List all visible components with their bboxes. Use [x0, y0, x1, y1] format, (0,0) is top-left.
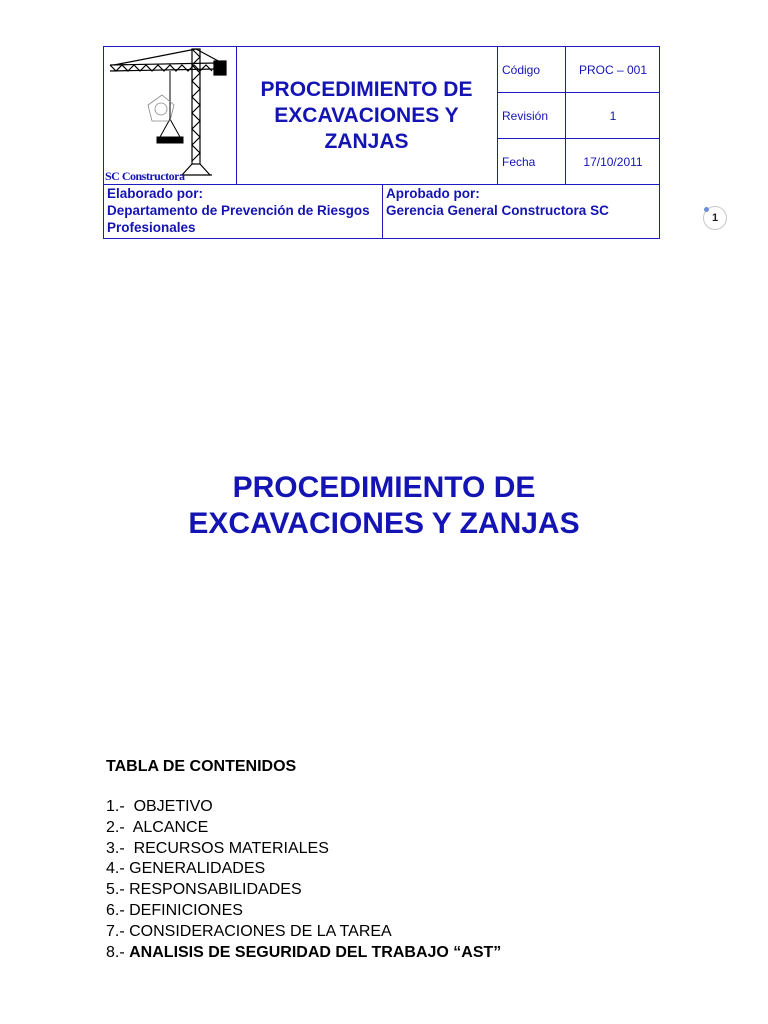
table-of-contents	[106, 797, 501, 963]
header-bottom-row	[104, 184, 659, 238]
aprobado-label: Aprobado por:	[386, 186, 480, 201]
toc-item	[106, 797, 501, 818]
document-main-title	[0, 470, 768, 542]
meta-value: 1	[609, 108, 617, 123]
meta-row-revision	[497, 93, 660, 139]
toc-item	[106, 859, 501, 880]
meta-row-codigo	[497, 47, 660, 93]
page-number-badge[interactable]: 1	[703, 206, 727, 230]
meta-label: Revisión	[497, 93, 566, 138]
toc-item-number: 8.-	[106, 943, 125, 961]
header-title-cell	[236, 47, 498, 184]
elaborado-label: Elaborado por:	[107, 186, 204, 201]
logo-caption: SC Constructora	[105, 169, 185, 183]
company-logo	[104, 47, 237, 184]
toc-item-number: 1.-	[106, 798, 125, 815]
toc-item-text: GENERALIDADES	[129, 860, 266, 878]
toc-item-text: RESPONSABILIDADES	[129, 881, 302, 899]
toc-item	[106, 901, 501, 922]
toc-item-number: 2.-	[106, 818, 125, 836]
toc-heading: TABLA DE CONTENIDOS	[106, 758, 297, 775]
toc-item-text: OBJETIVO	[133, 798, 213, 815]
toc-item	[106, 943, 501, 964]
meta-value: PROC – 001	[578, 63, 648, 77]
toc-item	[106, 922, 501, 943]
toc-item-number: 4.-	[106, 860, 125, 878]
toc-item	[106, 818, 501, 839]
page-indicator-dot	[704, 207, 709, 212]
aprobado-cell	[383, 184, 659, 238]
header-top-row	[104, 47, 659, 185]
toc-item-number: 5.-	[106, 881, 125, 899]
header-meta	[497, 47, 660, 184]
toc-item	[106, 880, 501, 901]
toc-item-text: DEFINICIONES	[129, 901, 243, 919]
header-title: PROCEDIMIENTO DE EXCAVACIONES Y ZANJAS	[260, 77, 473, 153]
toc-item	[106, 839, 501, 860]
toc-item-number: 3.-	[106, 839, 125, 857]
toc-item-number: 7.-	[106, 922, 125, 940]
toc-item-text: CONSIDERACIONES DE LA TAREA	[129, 922, 392, 940]
main-title-line-1: PROCEDIMIENTO DE	[232, 471, 536, 504]
elaborado-value: Departamento de Prevención de Riesgos Profesionales	[107, 203, 370, 235]
aprobado-value: Gerencia General Constructora SC	[386, 203, 609, 218]
crane-logo-icon	[104, 47, 236, 184]
meta-label: Fecha	[497, 139, 566, 184]
main-title-line-2: EXCAVACIONES Y ZANJAS	[188, 507, 580, 540]
elaborado-cell	[104, 184, 383, 238]
document-header-table	[103, 46, 660, 239]
toc-item-text: RECURSOS MATERIALES	[133, 839, 329, 857]
meta-label: Código	[497, 47, 566, 92]
toc-item-text: ANALISIS DE SEGURIDAD DEL TRABAJO “AST”	[129, 943, 502, 961]
meta-row-fecha	[497, 139, 660, 184]
meta-value: 17/10/2011	[583, 154, 643, 169]
toc-item-number: 6.-	[106, 901, 125, 919]
toc-item-text: ALCANCE	[132, 818, 209, 836]
